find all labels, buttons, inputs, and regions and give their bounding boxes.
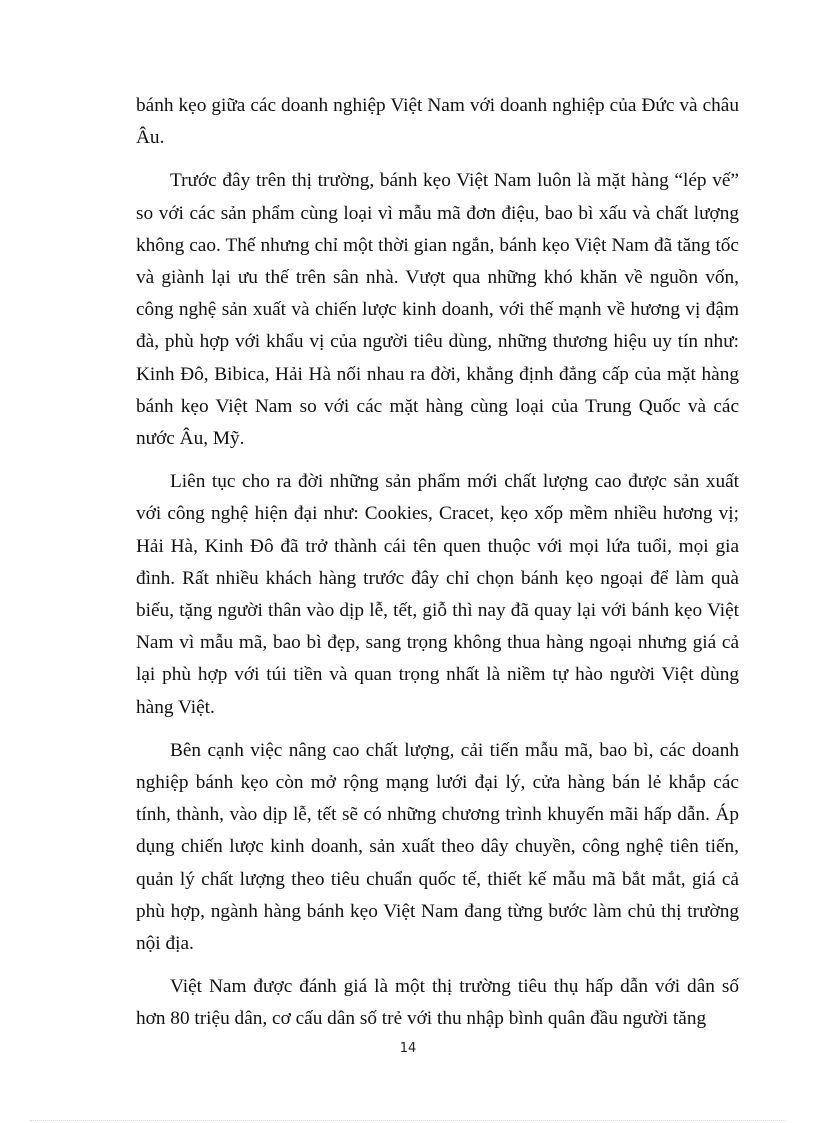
paragraph-market-history: Trước đây trên thị trường, bánh kẹo Việt Nam luôn là mặt hàng “lép vế” so với các sản phẩm cùng loại vì mẫu mã đơn điệu, bao bì xấu và chất lượng không cao. Thế nhưng chỉ một thời gian ngắn, bánh kẹo Việt Nam đã tăng tốc và giành lại ưu thế trên sân nhà. Vượt qua những khó khăn về nguồn vốn, công nghệ sản xuất và chiến lược kinh doanh, với thế mạnh về hương vị đậm đà, phù hợp với khẩu vị của người tiêu dùng, những thương hiệu uy tín như: Kinh Đô, Bibica, Hải Hà nối nhau ra đời, khẳng định đẳng cấp của mặt hàng bánh kẹo Việt Nam so với các mặt hàng cùng loại của Trung Quốc và các nước Âu, Mỹ. bbox=[136, 170, 739, 450]
paragraph-market-potential: Việt Nam được đánh giá là một thị trường tiêu thụ hấp dẫn với dân số hơn 80 triệu dân, cơ cấu dân số trẻ với thu nhập bình quân đầu người tăng bbox=[136, 976, 739, 1030]
document-body bbox=[136, 90, 739, 1036]
paragraph-continuation: bánh kẹo giữa các doanh nghiệp Việt Nam với doanh nghiệp của Đức và châu Âu. bbox=[136, 95, 739, 149]
paragraph-distribution: Bên cạnh việc nâng cao chất lượng, cải tiến mẫu mã, bao bì, các doanh nghiệp bánh kẹo còn mở rộng mạng lưới đại lý, cửa hàng bán lẻ khắp các tính, thành, vào dịp lễ, tết sẽ có những chương trình khuyến mãi hấp dẫn. Áp dụng chiến lược kinh doanh, sản xuất theo dây chuyền, công nghệ tiên tiến, quản lý chất lượng theo tiêu chuẩn quốc tế, thiết kế mẫu mã bắt mắt, giá cả phù hợp, ngành hàng bánh kẹo Việt Nam đang từng bước làm chủ thị trường nội địa. bbox=[136, 739, 739, 955]
page-number: 14 bbox=[399, 1041, 417, 1056]
paragraph-new-products: Liên tục cho ra đời những sản phẩm mới chất lượng cao được sản xuất với công nghệ hiện đại như: Cookies, Cracet, kẹo xốp mềm nhiều hương vị; Hải Hà, Kinh Đô đã trở thành cái tên quen thuộc với mọi lứa tuổi, mọi gia đình. Rất nhiều khách hàng trước đây chỉ chọn bánh kẹo ngoại để làm quà biếu, tặng người thân vào dịp lễ, tết, giỗ thì nay đã quay lại với bánh kẹo Việt Nam vì mẫu mã, bao bì đẹp, sang trọng không thua hàng ngoại nhưng giá cả lại phù hợp với túi tiền và quan trọng nhất là niềm tự hào người Việt dùng hàng Việt. bbox=[136, 471, 739, 718]
page-edge-divider bbox=[30, 1120, 786, 1121]
